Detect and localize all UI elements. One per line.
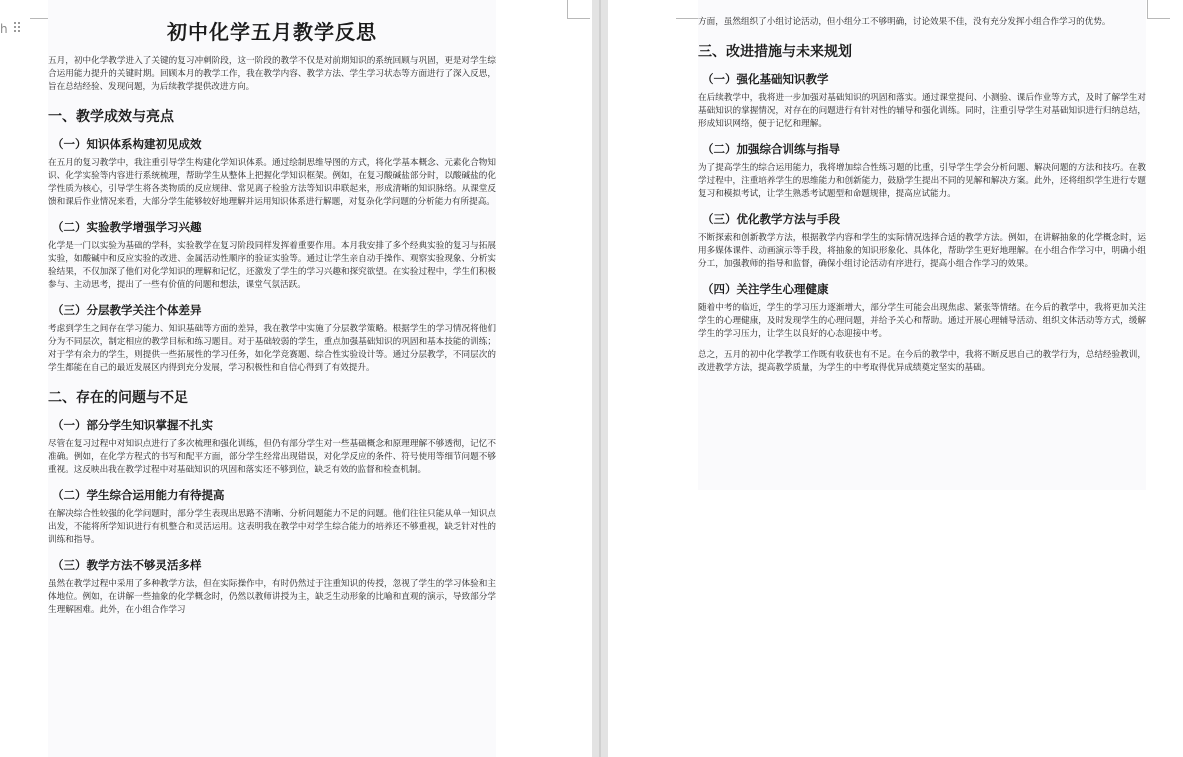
- conclusion-paragraph[interactable]: 总之，五月的初中化学教学工作既有收获也有不足。在今后的教学中，我将不断反思自己的教学行为，总结经验教训，改进教学方法，提高教学质量，为学生的中考取得优异成绩奠定坚实的基础。: [698, 350, 1146, 373]
- document-title[interactable]: 初中化学五月教学反思: [167, 20, 377, 44]
- document-page-right: [610, 0, 1180, 757]
- subsection-heading[interactable]: （二）加强综合训练与指导: [702, 142, 840, 156]
- body-paragraph[interactable]: 化学是一门以实验为基础的学科，实验教学在复习阶段同样发挥着重要作用。本月我安排了多个经典实验的复习与拓展实验，如酸碱中和反应实验的改进、金属活动性顺序的验证实验等。通过让学生亲自动手操作、观察实验现象、分析实验结果，不仅加深了他们对化学知识的理解和记忆，还激发了学生的学习兴趣和探究欲望。在实验过程中，学生们积极参与、主动思考，提出了一些有价值的问题和想法，课堂气氛活跃。: [48, 241, 496, 290]
- document-page-left: [30, 0, 590, 757]
- subsection-heading[interactable]: （二）学生综合运用能力有待提高: [52, 488, 225, 502]
- page-marker: h: [0, 22, 8, 36]
- page-divider: [592, 0, 608, 757]
- body-paragraph[interactable]: 在五月的复习教学中，我注重引导学生构建化学知识体系。通过绘制思维导图的方式，将化学基本概念、元素化合物知识、化学实验等内容进行系统梳理，帮助学生从整体上把握化学知识框架。例如，在复习酸碱盐部分时，以酸碱盐的化学性质为核心，引导学生将各类物质的反应规律、常见离子检验方法等知识串联起来，形成清晰的知识脉络。从课堂反馈和课后作业情况来看，大部分学生能够较好地理解并运用知识体系进行解题，对复杂化学问题的分析能力有所提高。: [48, 158, 496, 207]
- section-heading[interactable]: 三、改进措施与未来规划: [698, 44, 852, 60]
- body-paragraph[interactable]: 在解决综合性较强的化学问题时，部分学生表现出思路不清晰、分析问题能力不足的问题。他们往往只能从单一知识点出发，不能将所学知识进行有机整合和灵活运用。这表明我在教学中对学生综合能力的培养还不够重视，缺乏针对性的训练和指导。: [48, 509, 496, 545]
- body-paragraph[interactable]: 虽然在教学过程中采用了多种教学方法，但在实际操作中，有时仍然过于注重知识的传授，忽视了学生的学习体验和主体地位。例如，在讲解一些抽象的化学概念时，仍然以教师讲授为主，缺乏生动形象的比喻和直观的演示，导致部分学生理解困难。此外，在小组合作学习: [48, 579, 496, 615]
- intro-paragraph[interactable]: 五月，初中化学教学进入了关键的复习冲刺阶段，这一阶段的教学不仅是对前期知识的系统回顾与巩固，更是对学生综合运用能力提升的关键时期。回顾本月的教学工作，我在教学内容、教学方法、学生学习状态等方面进行了深入反思，旨在总结经验、发现问题，为后续教学提供改进方向。: [48, 56, 496, 92]
- section-heading[interactable]: 一、教学成效与亮点: [48, 109, 174, 125]
- drag-handle-icon[interactable]: [14, 22, 24, 34]
- body-paragraph[interactable]: 不断探索和创新教学方法，根据教学内容和学生的实际情况选择合适的教学方法。例如，在讲解抽象的化学概念时，运用多媒体课件、动画演示等手段，将抽象的知识形象化、具体化，帮助学生更好地理解。在小组合作学习中，明确小组分工，加强教师的指导和监督，确保小组讨论活动有序进行，提高小组合作学习的效果。: [698, 233, 1146, 269]
- continued-paragraph[interactable]: 方面，虽然组织了小组讨论活动，但小组分工不够明确，讨论效果不佳，没有充分发挥小组合作学习的优势。: [698, 17, 1111, 27]
- crop-mark-top-left: [676, 0, 699, 19]
- subsection-heading[interactable]: （一）知识体系构建初见成效: [52, 137, 202, 151]
- body-paragraph[interactable]: 为了提高学生的综合运用能力，我将增加综合性练习题的比重，引导学生学会分析问题、解决问题的方法和技巧。在教学过程中，注重培养学生的思维能力和创新能力，鼓励学生提出不同的见解和解决方案。此外，还将组织学生进行专题复习和模拟考试，让学生熟悉考试题型和命题规律，提高应试能力。: [698, 163, 1146, 199]
- subsection-heading[interactable]: （四）关注学生心理健康: [702, 282, 829, 296]
- left-gutter: [0, 0, 14, 757]
- subsection-heading[interactable]: （三）分层教学关注个体差异: [52, 303, 202, 317]
- section-heading[interactable]: 二、存在的问题与不足: [48, 390, 188, 406]
- subsection-heading[interactable]: （三）教学方法不够灵活多样: [52, 558, 202, 572]
- subsection-heading[interactable]: （三）优化教学方法与手段: [702, 212, 840, 226]
- subsection-heading[interactable]: （一）强化基础知识教学: [702, 72, 829, 86]
- text-column: [48, 0, 496, 757]
- body-paragraph[interactable]: 随着中考的临近，学生的学习压力逐渐增大，部分学生可能会出现焦虑、紧张等情绪。在今后的教学中，我将更加关注学生的心理健康，及时发现学生的心理问题，并给予关心和帮助。通过开展心理辅导活动、组织文体活动等方式，缓解学生的学习压力，让学生以良好的心态迎接中考。: [698, 303, 1146, 339]
- body-paragraph[interactable]: 在后续教学中，我将进一步加强对基础知识的巩固和落实。通过课堂提问、小测验、课后作业等方式，及时了解学生对基础知识的掌握情况，对存在的问题进行有针对性的辅导和强化训练。同时，注重引导学生对基础知识进行归纳总结，形成知识网络，便于记忆和理解。: [698, 93, 1146, 129]
- body-paragraph[interactable]: 尽管在复习过程中对知识点进行了多次梳理和强化训练，但仍有部分学生对一些基础概念和原理理解不够透彻，记忆不准确。例如，在化学方程式的书写和配平方面，部分学生经常出现错误，对化学反应的条件、符号使用等细节问题不够重视。这反映出我在教学过程中对基础知识的巩固和落实还不够到位，缺乏有效的监督和检查机制。: [48, 439, 496, 475]
- subsection-heading[interactable]: （二）实验教学增强学习兴趣: [52, 220, 202, 234]
- text-column: [698, 0, 1146, 490]
- body-paragraph[interactable]: 考虑到学生之间存在学习能力、知识基础等方面的差异，我在教学中实施了分层教学策略。根据学生的学习情况将他们分为不同层次，制定相应的教学目标和练习题目。对于基础较弱的学生，重点加强基础知识的巩固和基本技能的训练；对于学有余力的学生，则提供一些拓展性的学习任务，如化学竞赛题、综合性实验设计等。通过分层教学，不同层次的学生都能在自己的最近发展区内得到充分发展，学习积极性和自信心得到了有效提升。: [48, 324, 496, 373]
- crop-mark-top-right: [1147, 0, 1170, 19]
- subsection-heading[interactable]: （一）部分学生知识掌握不扎实: [52, 418, 213, 432]
- crop-mark-top-right: [567, 0, 590, 19]
